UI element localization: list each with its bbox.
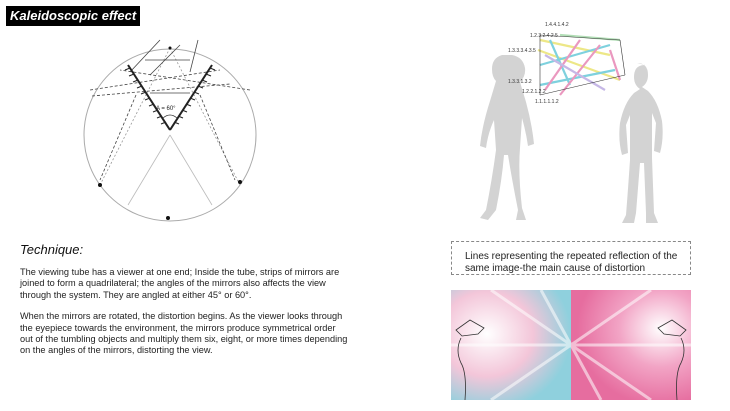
sequence-label: 1.3.3.3.4.3.5 [508, 48, 536, 54]
sequence-label: 1.4.4.1.4.2 [545, 22, 569, 28]
sequence-label: 1.3.3.1.3.2 [508, 79, 532, 85]
sequence-label: 1.2.3.2.4.2.5 [530, 33, 558, 39]
sequence-label: 1.1.1.1.1.2 [535, 99, 559, 105]
mirror-v [128, 65, 212, 130]
technique-paragraph-1: The viewing tube has a viewer at one end; Inside the tube, strips of mirrors are joined to form a quadrilateral; the angles of the mirrors also affects the view through the system. They are angled at either 45° or 60°. [20, 267, 340, 300]
kaleidoscope-photo [451, 290, 691, 400]
page-title: Kaleidoscopic effect [6, 6, 140, 26]
mirror-reflection-diagram [70, 30, 270, 225]
mirror-hatching [125, 68, 215, 124]
technique-heading: Technique: [20, 242, 84, 257]
light-rays [90, 40, 250, 205]
sequence-label: 1.2.2.1.2.2 [522, 89, 546, 95]
angle-label: A = 60° [156, 106, 176, 112]
right-person-silhouette [619, 63, 662, 223]
technique-body [20, 267, 350, 367]
distortion-caption: Lines representing the repeated reflection of the same image-the main cause of distortion [451, 241, 691, 275]
silhouette-reflection-diagram [460, 10, 700, 235]
angle-arc [163, 115, 177, 118]
technique-paragraph-2: When the mirrors are rotated, the distortion begins. As the viewer looks through the eyepiece towards the environment, the mirrors produce symmetrical order out of the tumbling objects and multiply them six, eight, or more times depending on the angles of the mirrors, distorting the view. [20, 311, 348, 356]
